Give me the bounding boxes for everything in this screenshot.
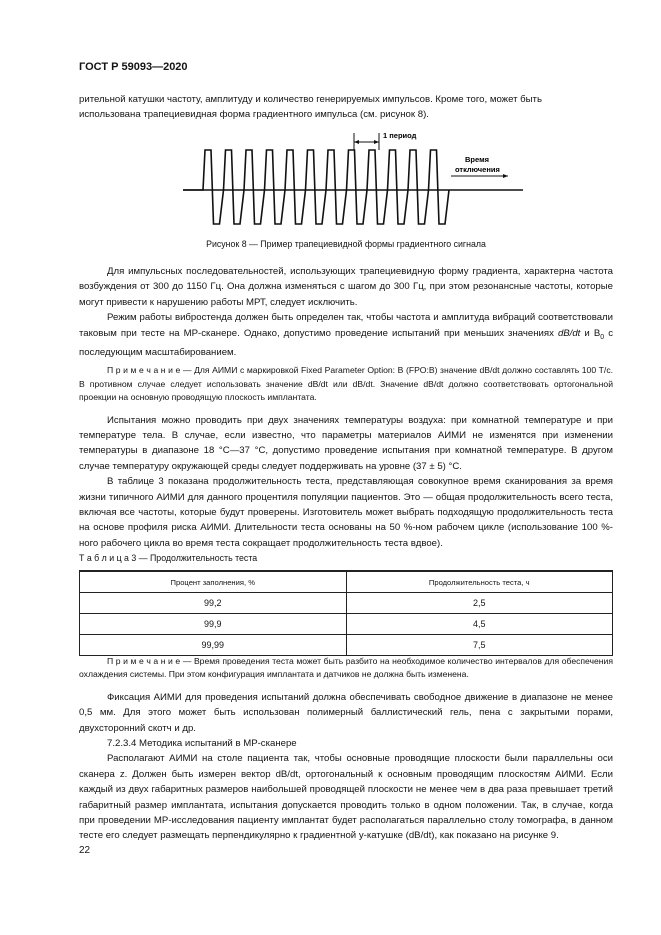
pulse-train [183,150,449,224]
paragraph-temperature: Испытания можно проводить при двух значениях температуры воздуха: при комнатной температуре и при температуре тела. В случае, если известно, что параметры материалов АИМИ не изменятся при изменении температуры в диапазоне 18 °С—37 °С, допустимо проведение испытания при комнатной температуре. В другом случае температуру окружающей среды следует поддерживать на уровне (37 ± 5) °С. [79,414,613,472]
paragraph-fixation: Фиксация АИМИ для проведения испытаний должна обеспечивать свободное движение в диапазоне не менее 0,5 мм. Для этого может быть использован полимерный баллистический гель, пена с закрытыми порами, двухсторонний скотч и др. [79,691,613,734]
trapezoid-waveform [183,128,523,228]
off-time-label-1: Время [465,155,489,164]
figure-caption: Рисунок 8 — Пример трапециевидной формы градиентного сигнала [206,239,486,249]
intro-line-2: использована трапециевидная форма градиентного импульса (см. рисунок 8). [79,109,429,121]
note-2: П р и м е ч а н и е — Время проведения теста может быть разбито на необходимое количество интервалов для обеспечения охлаждения системы. При этом конфигурация имплантата и датчиков не должна быть изменена. [79,656,614,680]
off-time-label-2: отключения [455,165,500,174]
page-header: ГОСТ Р 59093—2020 [79,61,188,73]
paragraph-duration: В таблице 3 показана продолжительность теста, представляющая совокупное время сканирования за время жизни типичного АИМИ для данного процентиля популяции пациентов. Это — общая продолжительность всего теста, включая все частоты, которые будут проверены. Изготовитель может выбрать подходящую продолжительность теста на основе профиля риска АИМИ. Длительности теста основаны на 50 %-ном рабочем цикле (использование 100 %-ного рабочего цикла во время теста сокращает продолжительность теста вдвое). [79,476,613,549]
duration-table [79,570,613,656]
period-label: 1 период [383,131,417,140]
paragraph-frequency: Для импульсных последовательностей, использующих трапециевидную форму градиента, характерна частота возбуждения от 300 до 1150 Гц. Она должна изменяться с шагом до 300 Гц, при этом резонансные частоты, которые могут привести к нарушению работы МРТ, следует исключить. [79,266,613,308]
table-row: 99,2 2,5 [80,593,613,614]
note-1: П р и м е ч а н и е — Для АИМИ с маркировкой Fixed Parameter Option: B (FPO:B) значение dB/dt должно составлять 100 Т/с. В противном случае следует использовать значение dB/dt или dB/dt. Значение dB/dt должно соответствовать ортогональной проекции на основную проводящую плоскость имплантата. [79,365,614,403]
period-marker [354,133,379,150]
table-title: Т а б л и ц а 3 — Продолжительность теста [79,553,258,563]
table-row: 99,9 4,5 [80,614,613,635]
section-heading-7-2-3-4: 7.2.3.4 Методика испытаний в МР-сканере [107,738,297,750]
body-block-2 [79,655,613,844]
table-header-percent: Процент заполнения, % [80,571,347,593]
pulse-path [183,150,449,224]
page-number: 22 [79,845,91,856]
paragraph-method: Располагают АИМИ на столе пациента так, чтобы основные проводящие плоскости были параллельны оси сканера z. Должен быть измерен вектор dB/dt, ортогональный к основным проводящим плоскостям АИМИ. Если каждый из двух габаритных размеров наибольшей проводящей плоскости не менее чем в два раза превышает третий габаритный размер имплантата, испытания допускается проводить только в одном положении. Так, в случае, когда при проведении МР-исследования пациенту имплантат будет располагаться параллельно столу томографа, в данном тесте его следует размещать перпендикулярно к градиентной y-катушке (dB/dt), как показано на рисунке 9. [79,753,613,842]
table-row: 99,99 7,5 [80,635,613,656]
intro-line-1: рительной катушки частоту, амплитуду и количество генерируемых импульсов. Кроме того, может быть [79,94,542,105]
table-header-duration: Продолжительность теста, ч [346,571,613,593]
figure-8 [183,128,523,228]
body-block-1 [79,264,613,551]
intro-paragraph [79,92,613,123]
off-time-marker [451,174,508,178]
paragraph-vibration: Режим работы вибростенда должен быть определен так, чтобы частота и амплитуда вибраций соответствовали таковым при тесте на МР-сканере. Однако, допустимо проведение испытаний при меньших значениях dB/dt и $B_0$ с последующим масштабированием. [79,312,614,358]
